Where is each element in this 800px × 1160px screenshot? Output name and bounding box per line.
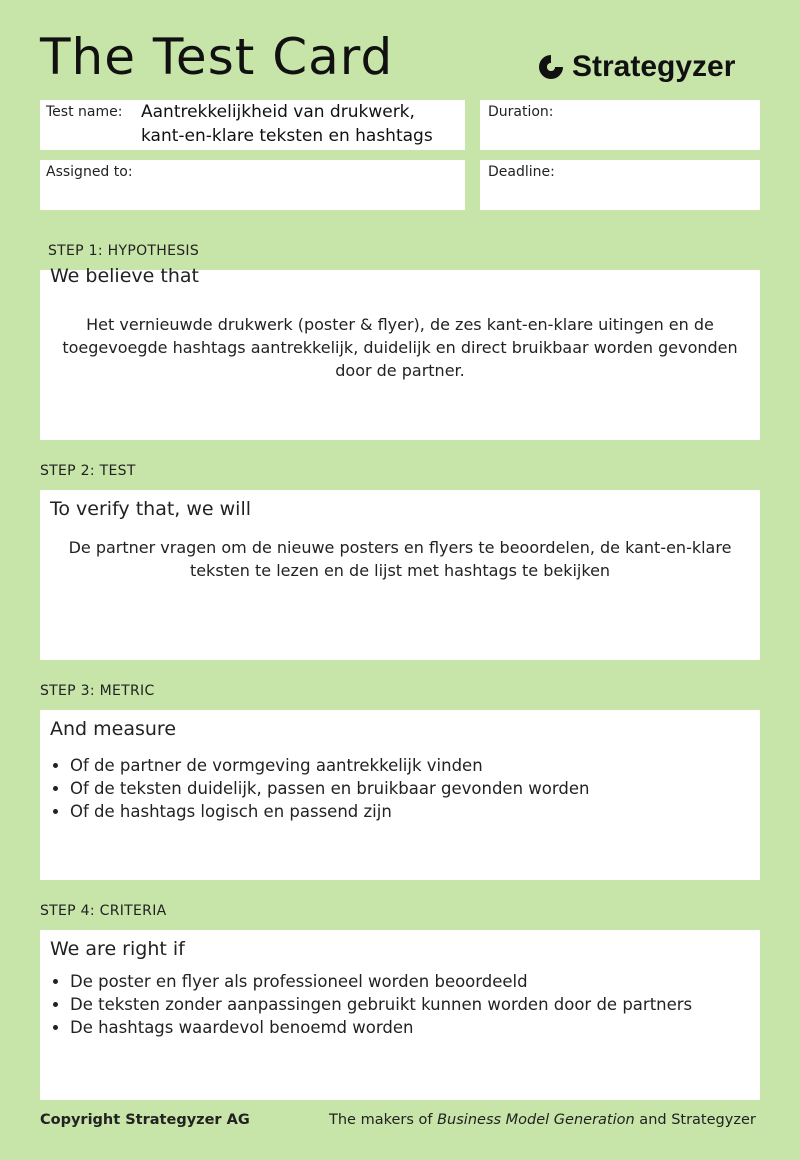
test-name-line-1: Aantrekkelijkheid van drukwerk,: [141, 102, 415, 122]
list-item: • De teksten zonder aanpassingen gebruikt kunnen worden door de partners: [70, 993, 692, 1016]
strategyzer-logo: [536, 50, 735, 84]
makers-suffix: and Strategyzer: [634, 1112, 756, 1128]
step-3-label: STEP 3: METRIC: [40, 683, 155, 699]
test-name-field[interactable]: [40, 100, 465, 150]
metric-box[interactable]: [40, 710, 760, 880]
test-name-line-2: kant-en-klare teksten en hashtags: [141, 126, 433, 146]
deadline-label: Deadline:: [488, 164, 555, 180]
makers-text: [329, 1112, 756, 1128]
hypothesis-heading: We believe that: [50, 265, 199, 287]
deadline-field[interactable]: [480, 160, 760, 210]
makers-italic: Business Model Generation: [437, 1112, 635, 1128]
duration-label: Duration:: [488, 104, 554, 120]
strategyzer-logo-icon: [536, 52, 566, 82]
test-text: De partner vragen om de nieuwe posters en flyers te beoordelen, de kant-en-klare teksten te lezen en de lijst met hashtags te bekijken: [68, 538, 732, 580]
list-item: • Of de partner de vormgeving aantrekkelijk vinden: [70, 754, 589, 777]
criteria-list: [50, 970, 692, 1039]
hypothesis-box[interactable]: [40, 265, 760, 440]
assigned-to-field[interactable]: [40, 160, 465, 210]
logo-text: Strategyzer: [572, 50, 736, 83]
makers-prefix: The makers of: [329, 1112, 438, 1128]
criteria-heading: We are right if: [50, 938, 185, 960]
copyright-text: Copyright Strategyzer AG: [40, 1112, 250, 1128]
test-box[interactable]: [40, 490, 760, 660]
assigned-to-label: Assigned to:: [46, 164, 133, 180]
step-2-label: STEP 2: TEST: [40, 463, 136, 479]
list-item: • De poster en flyer als professioneel worden beoordeeld: [70, 970, 692, 993]
step-1-label: STEP 1: HYPOTHESIS: [48, 243, 200, 259]
page-title: The Test Card: [40, 28, 394, 86]
list-item: • Of de teksten duidelijk, passen en bruikbaar gevonden worden: [70, 777, 589, 800]
list-item: • Of de hashtags logisch en passend zijn: [70, 800, 589, 823]
metric-list: [50, 754, 589, 823]
duration-field[interactable]: [480, 100, 760, 150]
step-4-label: STEP 4: CRITERIA: [40, 903, 167, 919]
test-name-label: Test name:: [46, 104, 123, 120]
criteria-box[interactable]: [40, 930, 760, 1100]
test-name-value: [141, 100, 471, 148]
metric-heading: And measure: [50, 718, 177, 740]
list-item: • De hashtags waardevol benoemd worden: [70, 1016, 692, 1039]
test-heading: To verify that, we will: [50, 498, 252, 520]
hypothesis-text: Het vernieuwde drukwerk (poster & flyer), de zes kant-en-klare uitingen en de toegevoegde hashtags aantrekkelijk, duidelijk en direct bruikbaar worden gevonden door de partner.: [62, 315, 738, 380]
